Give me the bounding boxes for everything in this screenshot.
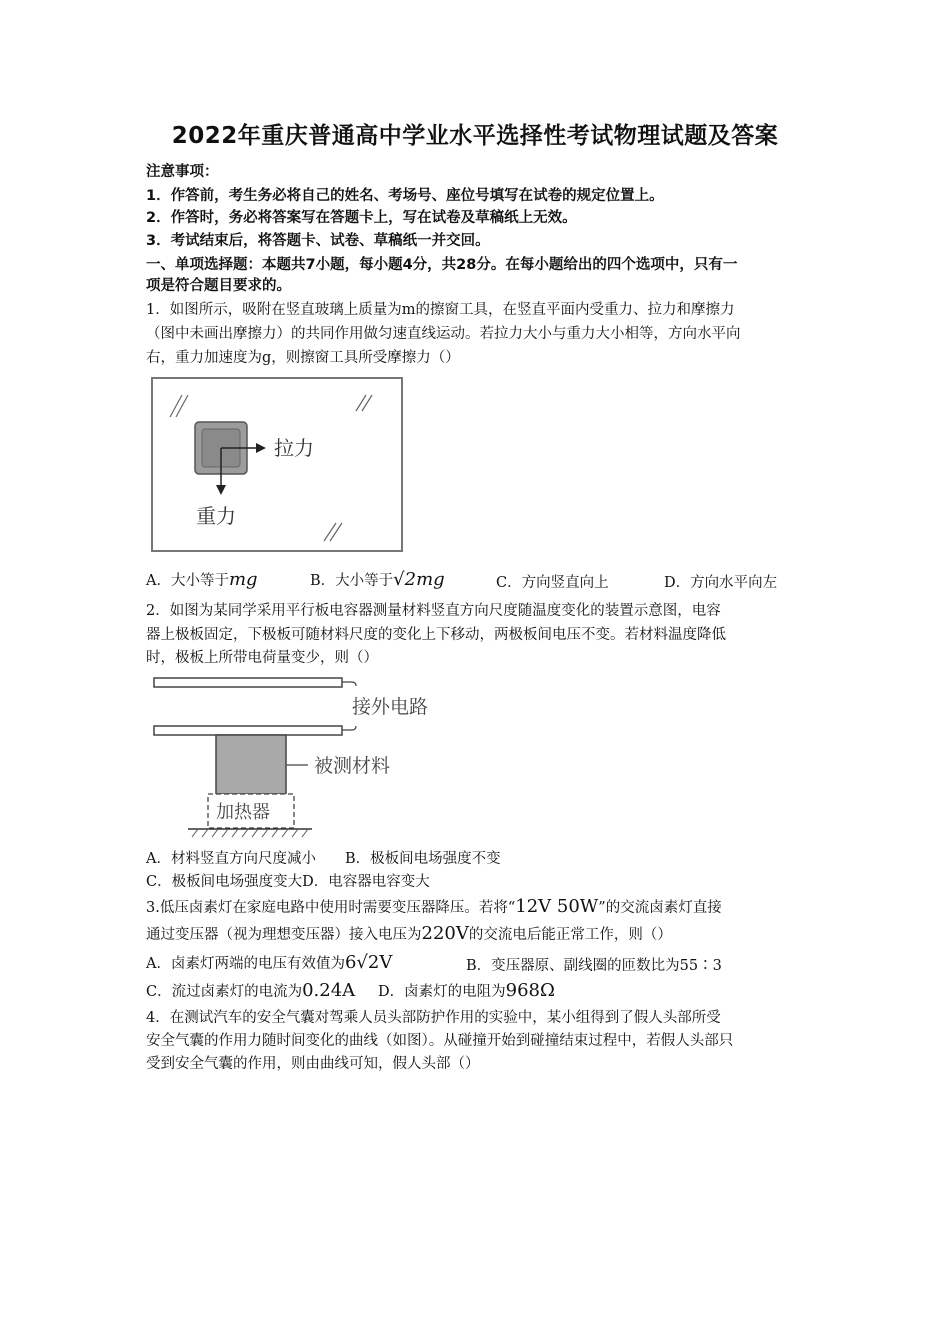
q2-options-ab: A．材料竖直方向尺度减小 B．极板间电场强度不变 (146, 851, 501, 867)
q4-line3: 受到安全气囊的作用，则由曲线可知，假人头部（） (146, 1056, 480, 1072)
circuit-label: 接外电路 (352, 696, 429, 718)
q1-line3: 右，重力加速度为g，则擦窗工具所受摩擦力（） (146, 350, 460, 366)
q3-option-d: D．卤素灯的电阻为968Ω (378, 980, 555, 1001)
q4-line2: 安全气囊的作用力随时间变化的曲线（如图）。从碰撞开始到碰撞结束过程中，若假人头部只 (146, 1033, 734, 1049)
measured-material (216, 735, 286, 794)
q2-line1: 2．如图为某同学采用平行板电容器测量材料竖直方向尺度随温度变化的装置示意图，电容 (146, 603, 721, 619)
notice-item-2: 2．作答时，务必将答案写在答题卡上，写在试卷及草稿纸上无效。 (146, 210, 577, 226)
q2-line2: 器上极板固定，下极板可随材料尺度的变化上下移动，两极板间电压不变。若材料温度降低 (146, 627, 726, 643)
q1-line1: 1．如图所示，吸附在竖直玻璃上质量为m的擦窗工具，在竖直平面内受重力、拉力和摩擦力 (146, 302, 735, 318)
page-title: 2022年重庆普通高中学业水平选择性考试物理试题及答案 (171, 123, 779, 149)
q4-line1: 4．在测试汽车的安全气囊对驾乘人员头部防护作用的实验中，某小组得到了假人头部所受 (146, 1010, 721, 1026)
q3-line2: 通过变压器（视为理想变压器）接入电压为220V的交流电后能正常工作，则（） (146, 923, 672, 944)
ground-hatch (192, 829, 308, 837)
section-heading-line2: 项是符合题目要求的。 (146, 278, 291, 294)
q1-option-d: D．方向水平向左 (664, 575, 778, 591)
heater-label: 加热器 (216, 802, 270, 823)
q2-line3: 时，极板上所带电荷量变少，则（） (146, 650, 378, 666)
gravity-label: 重力 (196, 504, 236, 528)
glass-pane (152, 378, 402, 551)
q1-option-b: B．大小等于√2mg (310, 569, 445, 590)
q2-options-cd: C．极板间电场强度变大D．电容器电容变大 (146, 874, 430, 890)
notice-heading: 注意事项： (146, 164, 219, 180)
pull-label: 拉力 (274, 436, 314, 460)
q3-line1: 3.低压卤素灯在家庭电路中使用时需要变压器降压。若将“12V 50W”的交流卤素灯直接 (146, 896, 722, 917)
q3-option-c: C．流过卤素灯的电流为0.24A (146, 980, 356, 1001)
upper-plate (154, 678, 342, 687)
notice-item-1: 1．作答前，考生务必将自己的姓名、考场号、座位号填写在试卷的规定位置上。 (146, 188, 664, 204)
notice-item-3: 3．考试结束后，将答题卡、试卷、草稿纸一并交回。 (146, 233, 490, 249)
material-label: 被测材料 (314, 755, 391, 777)
q1-figure (148, 375, 406, 555)
q2-figure (148, 672, 448, 842)
lower-plate (154, 726, 342, 735)
q3-option-a: A．卤素灯两端的电压有效值为6√2V (146, 952, 393, 973)
q3-option-b: B．变压器原、副线圈的匝数比为55∶3 (466, 958, 722, 974)
q1-line2: （图中未画出摩擦力）的共同作用做匀速直线运动。若拉力大小与重力大小相等，方向水平向 (146, 326, 741, 342)
q1-option-c: C．方向竖直向上 (496, 575, 609, 591)
q1-option-a: A．大小等于mg (146, 569, 258, 590)
section-heading-line1: 一、单项选择题：本题共7小题，每小题4分，共28分。在每小题给出的四个选项中，只有一 (146, 257, 738, 273)
